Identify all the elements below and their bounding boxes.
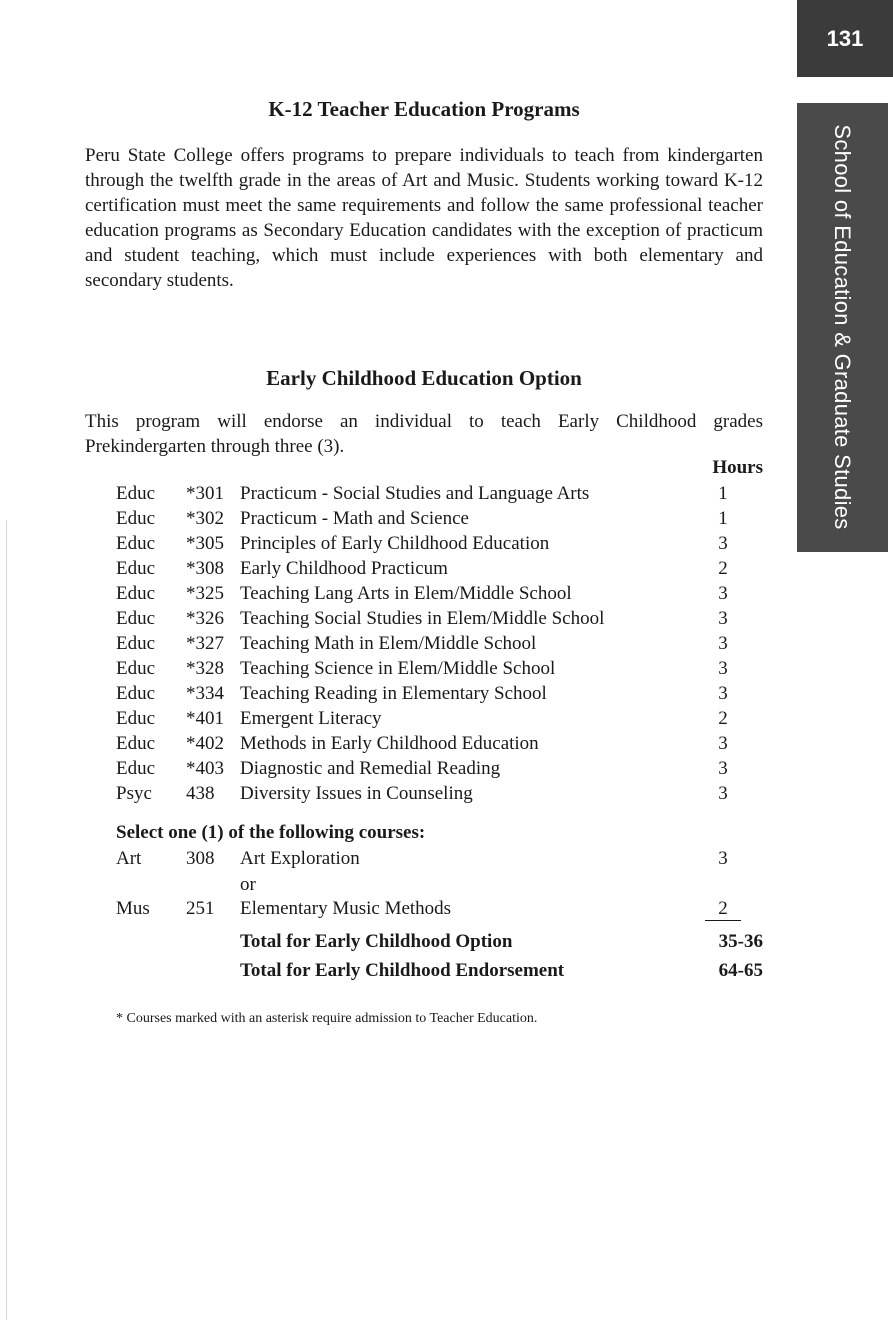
asterisk-footnote: * Courses marked with an asterisk require admission to Teacher Education.: [116, 1011, 538, 1026]
course-hours: 3: [718, 658, 728, 679]
course-title: Diagnostic and Remedial Reading: [240, 758, 501, 779]
course-dept: Educ: [116, 708, 156, 729]
elective-row: [0, 848, 893, 873]
ece-description: This program will endorse an individual to teach Early Childhood grades Prekindergarten through three (3).: [85, 411, 763, 457]
course-row: [0, 758, 893, 783]
course-hours: 3: [718, 533, 728, 554]
or-separator: or: [240, 874, 256, 895]
course-title: Principles of Early Childhood Education: [240, 533, 550, 554]
course-title: Teaching Social Studies in Elem/Middle School: [240, 608, 605, 629]
k12-intro-paragraph: Peru State College offers programs to prepare individuals to teach from kindergarten through the twelfth grade in the areas of Art and Music. Students working toward K-12 certification must meet the same requirements and follow the same professional teacher education programs as Secondary Education candidates with the exception of practicum and student teaching, which must include experiences with both elementary and secondary students.: [85, 145, 763, 291]
course-dept: Art: [116, 848, 142, 869]
course-number: *328: [186, 658, 224, 679]
course-dept: Educ: [116, 633, 156, 654]
course-title: Practicum - Social Studies and Language Arts: [240, 483, 590, 504]
course-number: 251: [186, 898, 215, 919]
course-hours: 2: [718, 708, 728, 729]
course-number: *308: [186, 558, 224, 579]
course-dept: Educ: [116, 508, 156, 529]
course-title: Art Exploration: [240, 848, 360, 869]
course-title: Methods in Early Childhood Education: [240, 733, 539, 754]
course-dept: Educ: [116, 758, 156, 779]
course-title: Emergent Literacy: [240, 708, 382, 729]
section-tab-label: School of Education & Graduate Studies: [830, 124, 855, 530]
course-hours: 3: [718, 583, 728, 604]
course-number: 308: [186, 848, 215, 869]
course-hours: 3: [718, 633, 728, 654]
elective-instructions: Select one (1) of the following courses:: [116, 822, 426, 843]
course-number: *301: [186, 483, 224, 504]
course-title: Teaching Math in Elem/Middle School: [240, 633, 537, 654]
page-number-tab: [797, 0, 893, 77]
course-title: Teaching Lang Arts in Elem/Middle School: [240, 583, 572, 604]
course-hours: 2: [718, 558, 728, 579]
course-hours: 2: [705, 898, 741, 921]
course-number: *402: [186, 733, 224, 754]
course-number: *334: [186, 683, 224, 704]
course-hours: 3: [718, 733, 728, 754]
course-hours: 3: [718, 783, 728, 804]
course-row: [0, 558, 893, 583]
course-row: [0, 483, 893, 508]
course-row: [0, 533, 893, 558]
course-title: Practicum - Math and Science: [240, 508, 469, 529]
course-dept: Educ: [116, 658, 156, 679]
course-row: [0, 658, 893, 683]
course-row: [0, 683, 893, 708]
total-label: Total for Early Childhood Endorsement: [240, 960, 565, 981]
elective-row: [0, 898, 893, 923]
course-dept: Psyc: [116, 783, 152, 804]
course-number: 438: [186, 783, 215, 804]
course-dept: Educ: [116, 583, 156, 604]
course-row: [0, 583, 893, 608]
course-title: Early Childhood Practicum: [240, 558, 448, 579]
course-number: *305: [186, 533, 224, 554]
course-row: [0, 783, 893, 808]
course-row: [0, 633, 893, 658]
course-number: *403: [186, 758, 224, 779]
course-dept: Educ: [116, 558, 156, 579]
course-row: [0, 708, 893, 733]
page-number: 131: [826, 25, 864, 51]
course-dept: Educ: [116, 733, 156, 754]
course-number: *326: [186, 608, 224, 629]
course-hours: 3: [718, 758, 728, 779]
ece-heading: Early Childhood Education Option: [266, 366, 582, 390]
course-row: [0, 508, 893, 533]
total-value: 64-65: [718, 960, 763, 981]
course-dept: Educ: [116, 683, 156, 704]
course-row: [0, 608, 893, 633]
course-title: Elementary Music Methods: [240, 898, 452, 919]
course-number: *401: [186, 708, 224, 729]
course-number: *325: [186, 583, 224, 604]
course-title: Diversity Issues in Counseling: [240, 783, 473, 804]
course-number: *302: [186, 508, 224, 529]
total-value: 35-36: [718, 931, 763, 952]
total-label: Total for Early Childhood Option: [240, 931, 513, 952]
course-row: [0, 733, 893, 758]
course-hours: 3: [718, 683, 728, 704]
course-dept: Educ: [116, 533, 156, 554]
course-number: *327: [186, 633, 224, 654]
course-hours: 1: [718, 508, 728, 529]
course-hours: 3: [718, 848, 728, 869]
hours-column-header: Hours: [712, 457, 763, 478]
course-dept: Educ: [116, 483, 156, 504]
course-dept: Mus: [116, 898, 150, 919]
course-title: Teaching Science in Elem/Middle School: [240, 658, 556, 679]
course-dept: Educ: [116, 608, 156, 629]
course-hours: 1: [718, 483, 728, 504]
course-hours: 3: [718, 608, 728, 629]
course-title: Teaching Reading in Elementary School: [240, 683, 547, 704]
k12-heading: K-12 Teacher Education Programs: [268, 97, 580, 121]
